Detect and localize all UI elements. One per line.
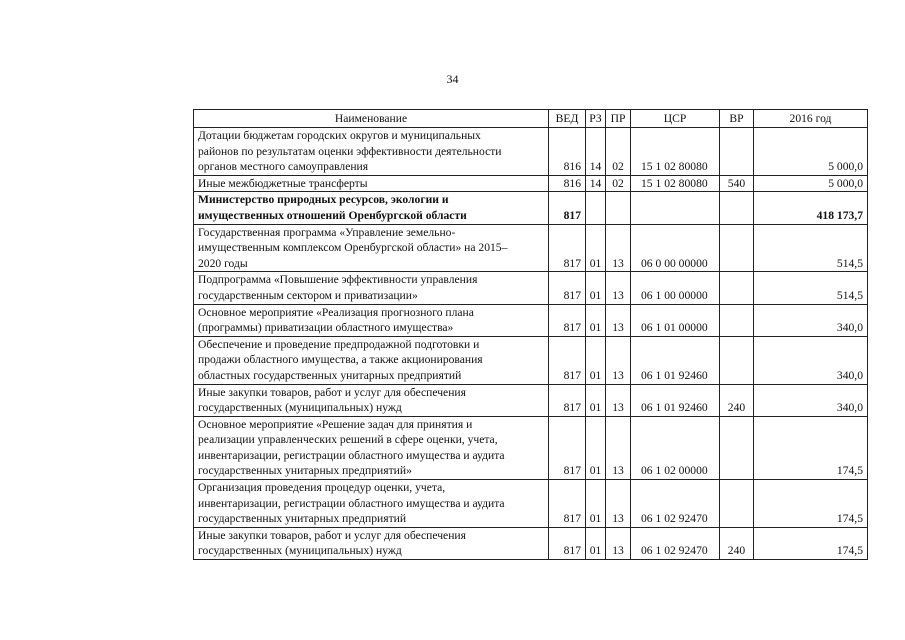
row-ved-cell: 817 (549, 304, 586, 336)
row-vr-cell (720, 224, 754, 272)
row-name-line: инвентаризации, регистрации областного имущества и аудита (198, 448, 505, 462)
table-row (194, 336, 868, 384)
row-name-line: Основное мероприятие «Реализация прогнозного плана (198, 305, 474, 319)
table-row (194, 416, 868, 479)
row-name-line: государственных (муниципальных) нужд (198, 544, 402, 558)
row-name-line: 2020 годы (198, 256, 248, 270)
row-name-line: районов по результатам оценки эффективности деятельности (198, 144, 502, 158)
page-number: 34 (446, 72, 459, 86)
row-rz-cell: 01 (586, 480, 606, 528)
row-amount-cell: 174,5 (754, 480, 868, 528)
row-rz-cell: 01 (586, 224, 606, 272)
row-csr-cell: 06 1 01 92460 (631, 384, 720, 416)
row-name-line: Обеспечение и проведение предпродажной подготовки и (198, 337, 480, 351)
row-ved-cell: 817 (549, 416, 586, 479)
header-rz: РЗ (586, 110, 606, 128)
row-name-cell (194, 416, 549, 479)
row-ved-cell: 817 (549, 192, 586, 224)
budget-table (193, 109, 868, 560)
row-rz-cell: 14 (586, 128, 606, 176)
row-pr-cell: 02 (606, 175, 631, 192)
row-pr-cell: 13 (606, 527, 631, 559)
row-rz-cell: 14 (586, 175, 606, 192)
row-name-line: Иные закупки товаров, работ и услуг для обеспечения (198, 385, 466, 399)
row-pr-cell: 13 (606, 384, 631, 416)
row-rz-cell: 01 (586, 527, 606, 559)
row-name-cell (194, 272, 549, 304)
row-vr-cell: 240 (720, 527, 754, 559)
row-vr-cell (720, 416, 754, 479)
header-name: Наименование (194, 110, 549, 128)
row-amount-cell: 340,0 (754, 384, 868, 416)
row-ved-cell: 817 (549, 272, 586, 304)
row-name-line: государственных (муниципальных) нужд (198, 401, 402, 415)
row-ved-cell: 816 (549, 175, 586, 192)
row-amount-cell: 340,0 (754, 304, 868, 336)
row-ved-cell: 816 (549, 128, 586, 176)
row-pr-cell: 13 (606, 416, 631, 479)
row-pr-cell (606, 192, 631, 224)
row-rz-cell: 01 (586, 304, 606, 336)
table-row (194, 192, 868, 224)
table-row (194, 128, 868, 176)
row-name-cell (194, 384, 549, 416)
table-row (194, 224, 868, 272)
row-amount-cell: 174,5 (754, 527, 868, 559)
row-csr-cell: 06 0 00 00000 (631, 224, 720, 272)
row-rz-cell: 01 (586, 384, 606, 416)
row-name-cell (194, 128, 549, 176)
row-rz-cell: 01 (586, 416, 606, 479)
row-vr-cell (720, 272, 754, 304)
row-name-line: государственных унитарных предприятий (198, 512, 407, 526)
row-rz-cell: 01 (586, 336, 606, 384)
row-name-cell (194, 192, 549, 224)
row-name-line: продажи областного имущества, а также акционирования (198, 353, 483, 367)
row-name-line: Министерство природных ресурсов, экологии и (198, 193, 449, 207)
row-name-line: государственных унитарных предприятий» (198, 464, 412, 478)
row-name-line: Основное мероприятие «Решение задач для принятия и (198, 417, 473, 431)
header-ved: ВЕД (549, 110, 586, 128)
row-name-line: инвентаризации, регистрации областного имущества и аудита (198, 496, 505, 510)
row-amount-cell: 5 000,0 (754, 128, 868, 176)
row-name-line: Дотации бюджетам городских округов и муниципальных (198, 129, 481, 142)
row-csr-cell: 06 1 02 92470 (631, 480, 720, 528)
row-pr-cell: 13 (606, 272, 631, 304)
row-amount-cell: 174,5 (754, 416, 868, 479)
row-pr-cell: 02 (606, 128, 631, 176)
row-name-cell (194, 224, 549, 272)
row-name-cell (194, 175, 549, 192)
row-name-cell (194, 480, 549, 528)
row-name-cell (194, 336, 549, 384)
row-csr-cell: 15 1 02 80080 (631, 175, 720, 192)
row-ved-cell: 817 (549, 336, 586, 384)
row-vr-cell (720, 336, 754, 384)
header-pr: ПР (606, 110, 631, 128)
row-amount-cell: 514,5 (754, 224, 868, 272)
row-name-line: Иные закупки товаров, работ и услуг для обеспечения (198, 528, 466, 542)
row-vr-cell (720, 128, 754, 176)
row-ved-cell: 817 (549, 384, 586, 416)
row-name-line: государственным сектором и приватизации» (198, 288, 418, 302)
table-row (194, 304, 868, 336)
header-vr: ВР (720, 110, 754, 128)
table-row (194, 175, 868, 192)
row-name-line: Государственная программа «Управление земельно- (198, 225, 456, 239)
row-csr-cell (631, 192, 720, 224)
table-row (194, 527, 868, 559)
row-amount-cell: 514,5 (754, 272, 868, 304)
table-header-row (194, 110, 868, 128)
row-name-cell (194, 527, 549, 559)
row-vr-cell (720, 192, 754, 224)
row-name-line: Организация проведения процедур оценки, учета, (198, 481, 446, 495)
row-amount-cell: 340,0 (754, 336, 868, 384)
row-csr-cell: 15 1 02 80080 (631, 128, 720, 176)
row-name-line: имущественных отношений Оренбургской области (198, 208, 467, 222)
row-vr-cell (720, 304, 754, 336)
row-ved-cell: 817 (549, 224, 586, 272)
row-pr-cell: 13 (606, 224, 631, 272)
row-csr-cell: 06 1 02 00000 (631, 416, 720, 479)
row-vr-cell (720, 480, 754, 528)
row-csr-cell: 06 1 02 92470 (631, 527, 720, 559)
row-rz-cell (586, 192, 606, 224)
row-name-line: Иные межбюджетные трансферты (198, 176, 368, 190)
row-csr-cell: 06 1 00 00000 (631, 272, 720, 304)
table-row (194, 384, 868, 416)
row-name-line: реализации управленческих решений в сфере оценки, учета, (198, 433, 498, 447)
row-csr-cell: 06 1 01 00000 (631, 304, 720, 336)
row-pr-cell: 13 (606, 304, 631, 336)
row-name-line: органов местного самоуправления (198, 160, 369, 174)
row-name-line: областных государственных унитарных предприятий (198, 368, 462, 382)
row-name-line: (программы) приватизации областного имущества» (198, 321, 454, 335)
row-name-line: имущественным комплексом Оренбургской области» на 2015– (198, 241, 508, 255)
row-csr-cell: 06 1 01 92460 (631, 336, 720, 384)
row-vr-cell: 540 (720, 175, 754, 192)
table-row (194, 480, 868, 528)
table-body (194, 128, 868, 560)
row-rz-cell: 01 (586, 272, 606, 304)
header-csr: ЦСР (631, 110, 720, 128)
row-ved-cell: 817 (549, 480, 586, 528)
row-amount-cell: 418 173,7 (754, 192, 868, 224)
row-name-line: Подпрограмма «Повышение эффективности управления (198, 273, 478, 287)
row-pr-cell: 13 (606, 480, 631, 528)
row-amount-cell: 5 000,0 (754, 175, 868, 192)
row-name-cell (194, 304, 549, 336)
row-ved-cell: 817 (549, 527, 586, 559)
row-vr-cell: 240 (720, 384, 754, 416)
table-row (194, 272, 868, 304)
row-pr-cell: 13 (606, 336, 631, 384)
header-year: 2016 год (754, 110, 868, 128)
